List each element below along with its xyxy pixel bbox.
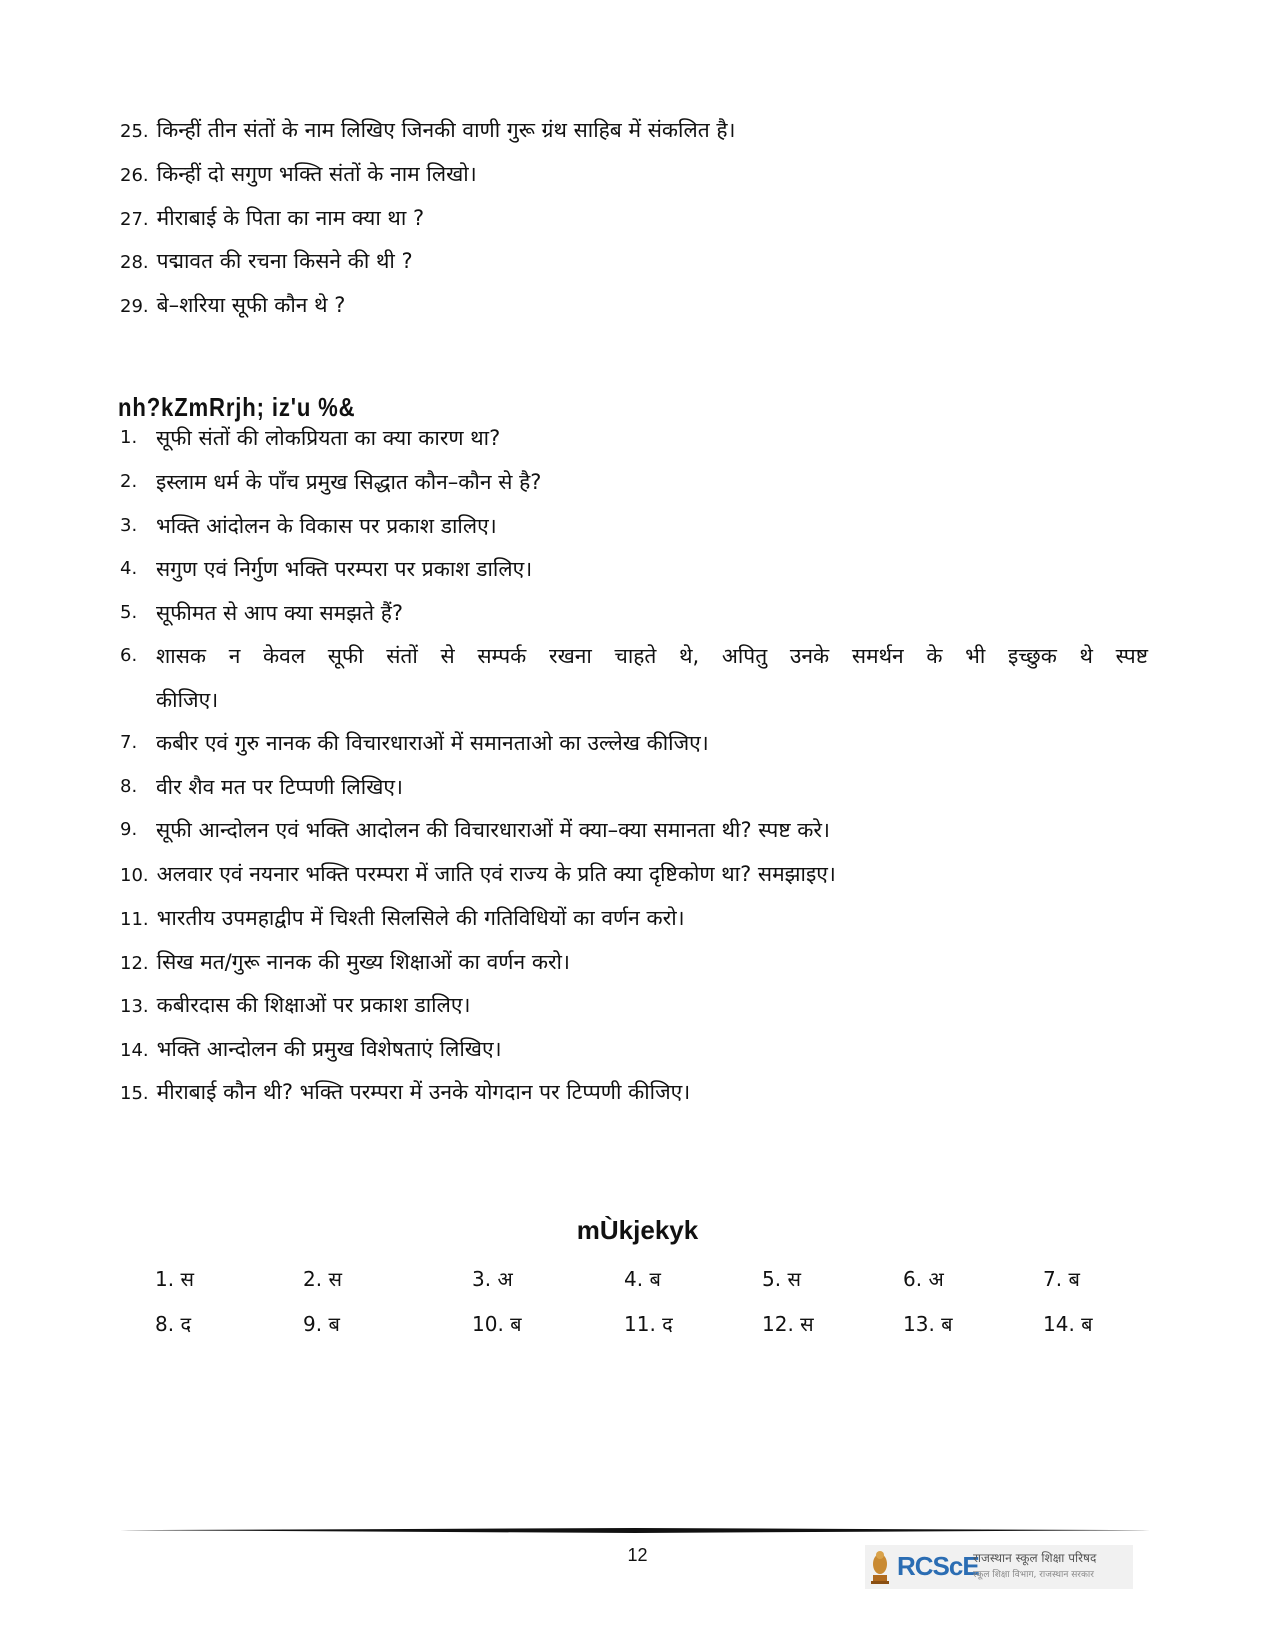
question-item: 28. पद्मावत की रचना किसने की थी ? <box>120 249 413 273</box>
question-item: 13. कबीरदास की शिक्षाओं पर प्रकाश डालिए। <box>120 993 471 1017</box>
answer-item: 12. स <box>762 1312 814 1336</box>
logo-text: RCScE <box>897 1551 979 1581</box>
rcsce-logo <box>865 1545 1133 1589</box>
answer-item: 4. ब <box>624 1267 661 1291</box>
question-item: 27. मीराबाई के पिता का नाम क्या था ? <box>120 206 425 230</box>
question-item: 12. सिख मत/गुरू नानक की मुख्य शिक्षाओं का वर्णन करो। <box>120 950 570 974</box>
question-item: 29. बे–शरिया सूफी कौन थे ? <box>120 293 346 317</box>
logo-subtext: स्कूल शिक्षा विभाग, राजस्थान सरकार <box>973 1570 1094 1580</box>
answer-item: 1. स <box>155 1267 194 1291</box>
question-item: 10. अलवार एवं नयनार भक्ति परम्परा में जाति एवं राज्य के प्रति क्या दृष्टिकोण था? समझाइए। <box>120 862 836 886</box>
question-item: 15. मीराबाई कौन थी? भक्ति परम्परा में उनके योगदान पर टिप्पणी कीजिए। <box>120 1080 691 1104</box>
question-item: 14. भक्ति आन्दोलन की प्रमुख विशेषताएं लिखिए। <box>120 1037 502 1061</box>
answer-item: 14. ब <box>1043 1312 1093 1336</box>
logo-hindi-text: राजस्थान स्कूल शिक्षा परिषद <box>973 1551 1097 1565</box>
footer-divider <box>120 1528 1150 1533</box>
answer-item: 5. स <box>762 1267 801 1291</box>
answer-item: 7. ब <box>1043 1267 1080 1291</box>
answer-item: 10. ब <box>472 1312 522 1336</box>
question-continuation: कीजिए। <box>156 688 219 712</box>
answer-item: 13. ब <box>903 1312 953 1336</box>
section-heading: nh?kZmRrjh; iz'u %& <box>118 392 356 422</box>
emblem-icon <box>869 1547 891 1585</box>
answer-item: 11. द <box>624 1312 673 1336</box>
question-item: 26. किन्हीं दो सगुण भक्ति संतों के नाम लिखो। <box>120 162 477 186</box>
page-number: 12 <box>627 1545 648 1565</box>
document-page: 25. किन्हीं तीन संतों के नाम लिखिए जिनकी वाणी गुरू ग्रंथ साहिब में संकलित है। 26. किन्हीं दो सगुण भक्ति संतों के नाम लिखो। 27. मीराबाई के पिता का नाम क्या था ? 28. पद्मावत की रचना किसने की थी ? 29. बे–शरिया सूफी कौन थे ? nh?kZmRrjh; iz'u %& 1. सूफी संतों की लोकप्रियता का क्या कारण था? 2. इस्लाम धर्म के पाँच प्रमुख सिद्धात कौन–कौन से है? 3. भक्ति आंदोलन के विकास पर प्रकाश डालिए। 4. सगुण एवं निर्गुण भक्ति परम्परा पर प्रकाश डालिए। 5. सूफीमत से आप क्या समझते हैं? 6. शासक न केवल सूफी संतों से सम्पर्क रखना चाहते थे, अपितु उनके समर्थन के भी इच्छुक थे स्पष्ट कीजिए। 7. कबीर एवं गुरु नानक की विचारधाराओं में समानताओ का उल्लेख कीजिए। 8. वीर शैव मत पर टिप्पणी लिखिए। 9. सूफी आन्दोलन एवं भक्ति आदोलन की विचारधाराओं में क्या–क्या समानता थी? स्पष्ट करे। 10. अलवार एवं नयनार भक्ति परम्परा में जाति एवं राज्य के प्रति क्या दृष्टिकोण था? समझाइए। 11. भारतीय उपमहाद्वीप में चिश्ती सिलसिले की गतिविधियों का वर्णन करो। 12. सिख मत/गुरू नानक की मुख्य शिक्षाओं का वर्णन करो। 13. कबीरदास की शिक्षाओं पर प्रकाश डालिए। 14. भक्ति आन्दोलन की प्रमुख विशेषताएं लिखिए। 15. मीराबाई कौन थी? भक्ति परम्परा में उनके योगदान पर टिप्पणी कीजिए। mÙkjekyk 1. स 2. स 3. अ 4. ब 5. स 6. अ 7. ब 8. द 9. ब 10. ब 11. द 12. स 13. ब 14. ब 12 RCScE राजस्थान स्कूल शिक्षा परिषद स्कूल शिक्षा विभाग, राजस्थान सरकार <box>0 0 1275 1651</box>
question-item: 25. किन्हीं तीन संतों के नाम लिखिए जिनकी वाणी गुरू ग्रंथ साहिब में संकलित है। <box>120 118 736 142</box>
answer-key-title: mÙkjekyk <box>576 1215 699 1245</box>
answer-item: 8. द <box>155 1312 192 1336</box>
answer-item: 2. स <box>303 1267 342 1291</box>
answer-item: 3. अ <box>472 1267 513 1291</box>
question-item: 11. भारतीय उपमहाद्वीप में चिश्ती सिलसिले की गतिविधियों का वर्णन करो। <box>120 906 685 930</box>
answer-item: 9. ब <box>303 1312 340 1336</box>
answer-item: 6. अ <box>903 1267 944 1291</box>
